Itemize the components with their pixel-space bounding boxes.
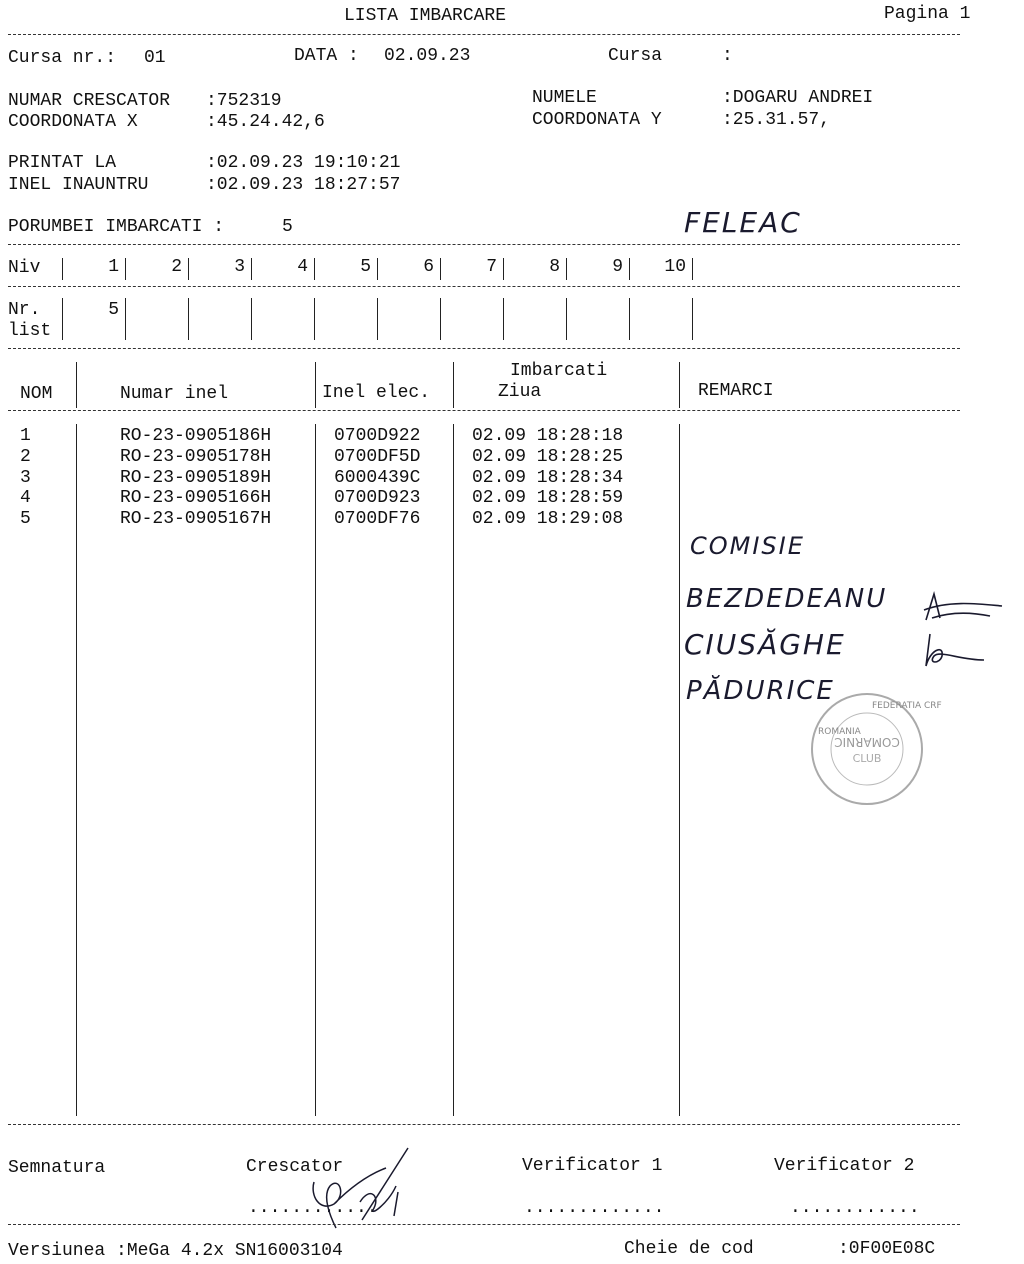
initials-signature-2 [920,630,1010,680]
nr-list-label-1: Nr. [8,300,41,320]
numele-label: NUMELE [532,88,597,108]
niv-cell: 5 [360,257,371,277]
handwritten-comisie: COMISIE [690,532,805,560]
nr-list-separator [440,298,441,340]
niv-cell: 3 [234,257,245,277]
handwritten-location: FELEAC [684,206,802,239]
row-inel-elec: 0700DF5D [334,446,421,467]
niv-separator [692,258,693,280]
divider [8,244,960,245]
row-nom: 2 [20,446,31,467]
row-nom: 5 [20,509,31,530]
row-ziua: 02.09 18:28:59 [472,488,624,509]
nr-list-separator [377,298,378,340]
col-header-nom: NOM [20,384,53,404]
row-numar-inel: RO-23-0905186H [120,426,272,446]
niv-separator [314,258,315,280]
verificator-1-label: Verificator 1 [522,1156,663,1176]
handwritten-member-1: BEZDEDEANU [686,584,888,614]
nr-list-separator [188,298,189,340]
col-header-imbarcati: Imbarcati [510,361,608,381]
cursa-nr-value: 01 [144,48,166,68]
crescator-label: Crescator [246,1157,344,1177]
nr-list-label-2: list [8,321,52,341]
niv-separator [188,258,189,280]
divider [8,286,960,287]
handwritten-member-2: CIUSĂGHE [684,628,846,661]
porumbei-label: PORUMBEI IMBARCATI : [8,217,225,237]
document-title: LISTA IMBARCARE [344,6,507,26]
crescator-signature-line: ............ [248,1198,378,1218]
numar-crescator-value: :752319 [206,91,282,111]
nr-list-separator [692,298,693,340]
crescator-signature [300,1146,420,1236]
divider [8,348,960,349]
divider [8,1124,960,1125]
col-header-ziua: Ziua [498,382,542,402]
niv-cell: 7 [486,257,497,277]
handwritten-member-3: PĂDURICE [686,676,835,706]
row-nom: 4 [20,488,31,509]
niv-cell: 4 [297,257,308,277]
stamp-center-text: COMARNIC [834,735,900,749]
coordonata-y-label: COORDONATA Y [532,110,662,130]
inel-inauntru-value: :02.09.23 18:27:57 [206,175,401,195]
niv-separator [125,258,126,280]
nr-list-separator [503,298,504,340]
inel-inauntru-label: INEL INAUNTRU [8,175,149,195]
row-inel-elec: 0700D923 [334,488,421,509]
printat-label: PRINTAT LA [8,153,117,173]
row-inel-elec: 0700DF76 [334,509,421,530]
nr-list-separator [629,298,630,340]
row-inel-elec: 6000439C [334,467,421,488]
semnatura-label: Semnatura [8,1158,106,1178]
niv-separator [377,258,378,280]
numar-crescator-label: NUMAR CRESCATOR [8,91,171,111]
cheie-de-cod-label: Cheie de cod [624,1239,754,1259]
verificator-2-signature-line: ............ [790,1198,920,1218]
verificator-1-signature-line: ............. [524,1198,665,1218]
row-ziua: 02.09 18:28:18 [472,426,624,446]
column-rule [315,362,316,408]
divider [8,34,960,35]
column-rule [679,424,680,1116]
niv-cell: 9 [612,257,623,277]
row-nom: 1 [20,426,31,446]
porumbei-value: 5 [282,217,293,237]
stamp-top-text: FEDERATIA CRF [872,701,942,711]
cursa-label: Cursa [608,46,663,66]
column-rule [453,362,454,408]
col-header-inel-elec: Inel elec. [322,383,431,403]
col-header-remarci: REMARCI [698,381,774,401]
column-rule [453,424,454,1116]
page-number: Pagina 1 [884,4,971,24]
cursa-value: : [722,46,733,66]
club-stamp [804,690,942,808]
niv-cell: 1 [108,257,119,277]
coordonata-x-label: COORDONATA X [8,112,138,132]
printat-value: :02.09.23 19:10:21 [206,153,401,173]
cursa-nr-label: Cursa nr.: [8,48,117,68]
niv-separator [251,258,252,280]
data-value: 02.09.23 [384,46,471,66]
numele-value: :DOGARU ANDREI [722,88,874,108]
row-numar-inel: RO-23-0905178H [120,446,272,467]
nr-list-cell: 5 [108,300,119,320]
column-rule [679,362,680,408]
nr-list-separator [314,298,315,340]
divider [8,410,960,411]
coordonata-x-value: :45.24.42,6 [206,112,325,132]
row-ziua: 02.09 18:29:08 [472,509,624,530]
column-rule [76,362,77,408]
divider [8,1224,960,1225]
niv-cell: 10 [664,257,686,277]
row-nom: 3 [20,467,31,488]
stamp-left-text: ROMANIA [818,727,861,737]
niv-separator [440,258,441,280]
niv-label: Niv [8,258,41,278]
row-numar-inel: RO-23-0905166H [120,488,272,509]
row-inel-elec: 0700D922 [334,426,421,446]
verificator-2-label: Verificator 2 [774,1156,915,1176]
niv-cell: 8 [549,257,560,277]
column-rule [76,424,77,1116]
niv-separator [629,258,630,280]
niv-cell: 6 [423,257,434,277]
row-ziua: 02.09 18:28:25 [472,446,624,467]
niv-cell: 2 [171,257,182,277]
nr-list-separator [62,298,63,340]
versiunea: Versiunea :MeGa 4.2x SN16003104 [8,1241,343,1261]
col-header-numar-inel: Numar inel [120,384,229,404]
nr-list-separator [251,298,252,340]
stamp-bottom-text: CLUB [852,752,882,765]
data-label: DATA : [294,46,359,66]
niv-separator [503,258,504,280]
column-rule [315,424,316,1116]
row-ziua: 02.09 18:28:34 [472,467,624,488]
niv-separator [566,258,567,280]
coordonata-y-value: :25.31.57, [722,110,831,130]
row-numar-inel: RO-23-0905189H [120,467,272,488]
cheie-de-cod-value: :0F00E08C [838,1239,936,1259]
row-numar-inel: RO-23-0905167H [120,509,272,530]
nr-list-separator [566,298,567,340]
nr-list-separator [125,298,126,340]
niv-separator [62,258,63,280]
